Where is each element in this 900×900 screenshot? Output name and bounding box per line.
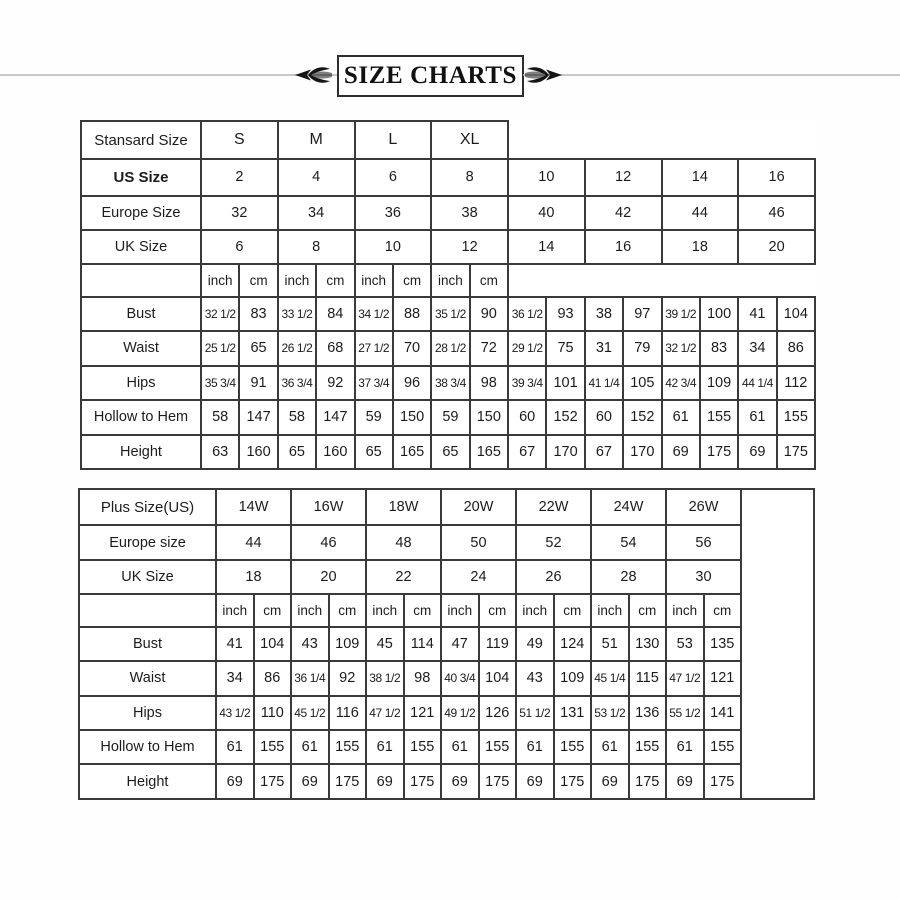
measurement-value: 36 3/4 <box>278 366 316 400</box>
measurement-value: 116 <box>329 696 367 730</box>
measurement-value: 72 <box>470 331 508 365</box>
size-group-header: 20W <box>441 489 516 525</box>
measurement-value: 43 <box>291 627 329 661</box>
size-value-cell: 12 <box>585 159 662 195</box>
measurement-value: 45 <box>366 627 404 661</box>
row-label: Hollow to Hem <box>81 400 201 434</box>
unit-label: cm <box>629 594 667 627</box>
size-group-header: M <box>278 121 355 159</box>
measurement-value: 98 <box>404 661 442 695</box>
measurement-value: 160 <box>316 435 354 470</box>
size-value-cell: 50 <box>441 525 516 559</box>
measurement-value: 121 <box>404 696 442 730</box>
page-title: SIZE CHARTS <box>343 62 518 89</box>
measurement-value: 170 <box>546 435 584 470</box>
measurement-value: 69 <box>216 764 254 799</box>
size-value-cell: 42 <box>585 196 662 230</box>
size-group-header: S <box>201 121 278 159</box>
measurement-value: 175 <box>329 764 367 799</box>
size-value-cell: 4 <box>278 159 355 195</box>
measurement-value: 130 <box>629 627 667 661</box>
measurement-value: 60 <box>508 400 546 434</box>
measurement-value: 101 <box>546 366 584 400</box>
feathered-arrow-left-icon <box>294 63 334 87</box>
measurement-value: 65 <box>431 435 469 470</box>
measurement-value: 55 1/2 <box>666 696 704 730</box>
measurement-value: 155 <box>777 400 815 434</box>
size-group-header: 18W <box>366 489 441 525</box>
measurement-value: 131 <box>554 696 592 730</box>
measurement-value: 47 1/2 <box>366 696 404 730</box>
measurement-value: 175 <box>629 764 667 799</box>
size-value-cell: 46 <box>738 196 815 230</box>
size-value-cell: 38 <box>431 196 508 230</box>
unit-label: inch <box>431 264 469 297</box>
size-value-cell: 34 <box>278 196 355 230</box>
measurement-value: 61 <box>441 730 479 764</box>
measurement-value: 44 1/4 <box>738 366 776 400</box>
size-value-cell: 46 <box>291 525 366 559</box>
measurement-value: 160 <box>239 435 277 470</box>
measurement-value: 41 1/4 <box>585 366 623 400</box>
measurement-value: 61 <box>666 730 704 764</box>
measurement-value: 135 <box>704 627 742 661</box>
size-group-header: 26W <box>666 489 741 525</box>
measurement-value: 38 1/2 <box>366 661 404 695</box>
measurement-value: 92 <box>316 366 354 400</box>
measurement-value: 33 1/2 <box>278 297 316 331</box>
measurement-value: 175 <box>254 764 292 799</box>
unit-label: cm <box>470 264 508 297</box>
measurement-value: 32 1/2 <box>201 297 239 331</box>
measurement-value: 47 <box>441 627 479 661</box>
measurement-value: 43 <box>516 661 554 695</box>
measurement-value: 126 <box>479 696 517 730</box>
row-label: Height <box>79 764 216 799</box>
measurement-value: 175 <box>554 764 592 799</box>
row-label: Height <box>81 435 201 470</box>
size-value-cell: 16 <box>738 159 815 195</box>
measurement-value: 49 <box>516 627 554 661</box>
measurement-value: 63 <box>201 435 239 470</box>
size-group-header: 14W <box>216 489 291 525</box>
measurement-value: 53 <box>666 627 704 661</box>
measurement-value: 25 1/2 <box>201 331 239 365</box>
measurement-value: 100 <box>700 297 738 331</box>
measurement-value: 36 1/4 <box>291 661 329 695</box>
unit-label: inch <box>666 594 704 627</box>
size-value-cell: 24 <box>441 560 516 594</box>
measurement-value: 34 <box>216 661 254 695</box>
measurement-value: 98 <box>470 366 508 400</box>
measurement-value: 61 <box>216 730 254 764</box>
measurement-value: 147 <box>239 400 277 434</box>
measurement-value: 104 <box>777 297 815 331</box>
measurement-value: 41 <box>216 627 254 661</box>
size-value-cell: 48 <box>366 525 441 559</box>
measurement-value: 155 <box>700 400 738 434</box>
size-value-cell: 30 <box>666 560 741 594</box>
measurement-value: 53 1/2 <box>591 696 629 730</box>
size-value-cell: 20 <box>738 230 815 264</box>
measurement-value: 88 <box>393 297 431 331</box>
measurement-value: 59 <box>431 400 469 434</box>
measurement-value: 67 <box>508 435 546 470</box>
measurement-value: 67 <box>585 435 623 470</box>
size-group-header: 24W <box>591 489 666 525</box>
unit-label: inch <box>216 594 254 627</box>
size-value-cell: 14 <box>508 230 585 264</box>
size-value-cell: 40 <box>508 196 585 230</box>
measurement-value: 104 <box>479 661 517 695</box>
measurement-value: 105 <box>623 366 661 400</box>
measurement-value: 45 1/2 <box>291 696 329 730</box>
title-box <box>337 55 524 97</box>
measurement-value: 93 <box>546 297 584 331</box>
measurement-value: 124 <box>554 627 592 661</box>
measurement-value: 59 <box>355 400 393 434</box>
unit-label: inch <box>201 264 239 297</box>
measurement-value: 61 <box>366 730 404 764</box>
measurement-value: 37 3/4 <box>355 366 393 400</box>
feathered-arrow-right-icon <box>523 63 563 87</box>
unit-label: inch <box>278 264 316 297</box>
measurement-value: 83 <box>239 297 277 331</box>
measurement-value: 109 <box>700 366 738 400</box>
measurement-value: 136 <box>629 696 667 730</box>
size-value-cell: 16 <box>585 230 662 264</box>
measurement-value: 170 <box>623 435 661 470</box>
measurement-value: 41 <box>738 297 776 331</box>
measurement-value: 45 1/4 <box>591 661 629 695</box>
measurement-value: 51 <box>591 627 629 661</box>
measurement-value: 155 <box>554 730 592 764</box>
unit-label: inch <box>355 264 393 297</box>
measurement-value: 152 <box>546 400 584 434</box>
row-label: UK Size <box>81 230 201 264</box>
size-value-cell: 26 <box>516 560 591 594</box>
measurement-value: 70 <box>393 331 431 365</box>
size-value-cell: 6 <box>355 159 432 195</box>
size-value-cell: 56 <box>666 525 741 559</box>
measurement-value: 109 <box>554 661 592 695</box>
measurement-value: 61 <box>591 730 629 764</box>
size-value-cell: 44 <box>216 525 291 559</box>
measurement-value: 43 1/2 <box>216 696 254 730</box>
row-label: Waist <box>79 661 216 695</box>
unit-label: inch <box>366 594 404 627</box>
measurement-value: 69 <box>366 764 404 799</box>
measurement-value: 58 <box>278 400 316 434</box>
unit-label: inch <box>441 594 479 627</box>
unit-label: cm <box>239 264 277 297</box>
measurement-value: 26 1/2 <box>278 331 316 365</box>
measurement-value: 150 <box>470 400 508 434</box>
measurement-value: 90 <box>470 297 508 331</box>
measurement-value: 68 <box>316 331 354 365</box>
row-label-empty <box>81 264 201 297</box>
measurement-value: 42 3/4 <box>662 366 700 400</box>
size-value-cell: 18 <box>662 230 739 264</box>
size-value-cell: 54 <box>591 525 666 559</box>
measurement-value: 61 <box>516 730 554 764</box>
measurement-value: 69 <box>591 764 629 799</box>
measurement-value: 165 <box>393 435 431 470</box>
measurement-value: 141 <box>704 696 742 730</box>
measurement-value: 69 <box>738 435 776 470</box>
row-label: US Size <box>81 159 201 195</box>
size-value-cell: 18 <box>216 560 291 594</box>
unit-label: cm <box>393 264 431 297</box>
measurement-value: 49 1/2 <box>441 696 479 730</box>
measurement-value: 58 <box>201 400 239 434</box>
measurement-value: 31 <box>585 331 623 365</box>
measurement-value: 65 <box>355 435 393 470</box>
measurement-value: 155 <box>254 730 292 764</box>
size-group-header: XL <box>431 121 508 159</box>
size-value-cell: 28 <box>591 560 666 594</box>
measurement-value: 65 <box>278 435 316 470</box>
measurement-value: 34 <box>738 331 776 365</box>
measurement-value: 92 <box>329 661 367 695</box>
size-value-cell: 10 <box>355 230 432 264</box>
unit-label: cm <box>329 594 367 627</box>
row-label-empty <box>79 594 216 627</box>
measurement-value: 61 <box>291 730 329 764</box>
measurement-value: 121 <box>704 661 742 695</box>
measurement-value: 39 1/2 <box>662 297 700 331</box>
measurement-value: 150 <box>393 400 431 434</box>
row-label: Bust <box>81 297 201 331</box>
measurement-value: 35 1/2 <box>431 297 469 331</box>
size-value-cell: 10 <box>508 159 585 195</box>
measurement-value: 69 <box>441 764 479 799</box>
row-label: Europe Size <box>81 196 201 230</box>
row-label: Hips <box>79 696 216 730</box>
unit-label: cm <box>479 594 517 627</box>
measurement-value: 35 3/4 <box>201 366 239 400</box>
measurement-value: 28 1/2 <box>431 331 469 365</box>
unit-label: cm <box>316 264 354 297</box>
measurement-value: 69 <box>291 764 329 799</box>
measurement-value: 104 <box>254 627 292 661</box>
measurement-value: 75 <box>546 331 584 365</box>
measurement-value: 119 <box>479 627 517 661</box>
unit-label: cm <box>554 594 592 627</box>
unit-label: cm <box>704 594 742 627</box>
measurement-value: 96 <box>393 366 431 400</box>
measurement-value: 175 <box>777 435 815 470</box>
measurement-value: 114 <box>404 627 442 661</box>
measurement-value: 147 <box>316 400 354 434</box>
measurement-value: 165 <box>470 435 508 470</box>
corner-label: Plus Size(US) <box>79 489 216 525</box>
measurement-value: 155 <box>329 730 367 764</box>
measurement-value: 86 <box>254 661 292 695</box>
size-group-header: 22W <box>516 489 591 525</box>
row-label: Europe size <box>79 525 216 559</box>
size-value-cell: 12 <box>431 230 508 264</box>
measurement-value: 155 <box>404 730 442 764</box>
row-label: UK Size <box>79 560 216 594</box>
measurement-value: 83 <box>700 331 738 365</box>
measurement-value: 51 1/2 <box>516 696 554 730</box>
measurement-value: 115 <box>629 661 667 695</box>
measurement-value: 34 1/2 <box>355 297 393 331</box>
size-value-cell: 8 <box>278 230 355 264</box>
corner-label: Stansard Size <box>81 121 201 159</box>
row-label: Bust <box>79 627 216 661</box>
row-label: Hollow to Hem <box>79 730 216 764</box>
size-value-cell: 44 <box>662 196 739 230</box>
unit-label: inch <box>591 594 629 627</box>
measurement-value: 69 <box>516 764 554 799</box>
measurement-value: 60 <box>585 400 623 434</box>
unit-label: cm <box>404 594 442 627</box>
measurement-value: 61 <box>662 400 700 434</box>
measurement-value: 97 <box>623 297 661 331</box>
size-value-cell: 6 <box>201 230 278 264</box>
standard-size-table <box>80 120 816 470</box>
measurement-value: 38 <box>585 297 623 331</box>
measurement-value: 39 3/4 <box>508 366 546 400</box>
size-value-cell: 22 <box>366 560 441 594</box>
measurement-value: 47 1/2 <box>666 661 704 695</box>
measurement-value: 175 <box>704 764 742 799</box>
size-value-cell: 52 <box>516 525 591 559</box>
measurement-value: 79 <box>623 331 661 365</box>
row-label: Waist <box>81 331 201 365</box>
size-value-cell: 2 <box>201 159 278 195</box>
size-group-header: L <box>355 121 432 159</box>
measurement-value: 27 1/2 <box>355 331 393 365</box>
size-value-cell: 14 <box>662 159 739 195</box>
measurement-value: 152 <box>623 400 661 434</box>
measurement-value: 32 1/2 <box>662 331 700 365</box>
measurement-value: 65 <box>239 331 277 365</box>
measurement-value: 175 <box>404 764 442 799</box>
measurement-value: 84 <box>316 297 354 331</box>
measurement-value: 112 <box>777 366 815 400</box>
measurement-value: 86 <box>777 331 815 365</box>
measurement-value: 110 <box>254 696 292 730</box>
unit-label: inch <box>516 594 554 627</box>
empty-spacer-cell <box>741 489 814 799</box>
plus-size-table <box>78 488 815 800</box>
size-value-cell: 32 <box>201 196 278 230</box>
size-value-cell: 20 <box>291 560 366 594</box>
measurement-value: 38 3/4 <box>431 366 469 400</box>
measurement-value: 69 <box>666 764 704 799</box>
size-group-header: 16W <box>291 489 366 525</box>
measurement-value: 175 <box>700 435 738 470</box>
measurement-value: 69 <box>662 435 700 470</box>
measurement-value: 175 <box>479 764 517 799</box>
size-value-cell: 8 <box>431 159 508 195</box>
unit-label: cm <box>254 594 292 627</box>
unit-label: inch <box>291 594 329 627</box>
measurement-value: 29 1/2 <box>508 331 546 365</box>
measurement-value: 155 <box>629 730 667 764</box>
measurement-value: 61 <box>738 400 776 434</box>
measurement-value: 155 <box>479 730 517 764</box>
measurement-value: 36 1/2 <box>508 297 546 331</box>
measurement-value: 91 <box>239 366 277 400</box>
size-value-cell: 36 <box>355 196 432 230</box>
row-label: Hips <box>81 366 201 400</box>
measurement-value: 109 <box>329 627 367 661</box>
measurement-value: 40 3/4 <box>441 661 479 695</box>
measurement-value: 155 <box>704 730 742 764</box>
